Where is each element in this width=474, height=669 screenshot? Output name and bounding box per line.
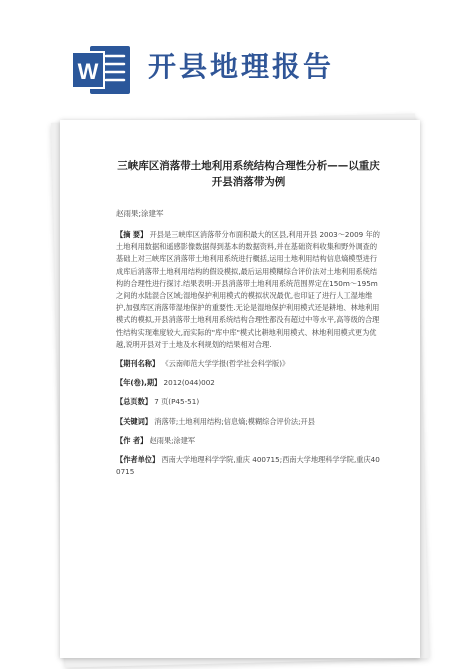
- document-title: 开县地理报告: [148, 50, 335, 83]
- pages-value: 7 页(P45-51): [154, 397, 200, 407]
- affiliation-block: [116, 454, 381, 478]
- journal-label: 【期刊名称】: [116, 359, 160, 369]
- affiliation-value: 西南大学地理科学学院,重庆 400715;西南大学地理科学学院,重庆400715: [116, 455, 380, 477]
- author-label: 【作 者】: [116, 435, 148, 445]
- pages-label: 【总页数】: [116, 397, 152, 407]
- word-icon-letter: W: [77, 59, 99, 84]
- keywords-block: [116, 416, 381, 428]
- issue-label: 【年(卷),期】: [116, 378, 162, 388]
- article-title: 三峡库区消落带土地利用系统结构合理性分析——以重庆开县消落带为例: [117, 160, 380, 188]
- header-banner: [0, 0, 474, 120]
- issue-block: [116, 377, 381, 389]
- issue-value: 2012(044)002: [163, 378, 215, 388]
- keywords-value: 消落带;土地利用结构;信息熵;模糊综合评价法;开县: [154, 416, 315, 426]
- abstract-label: 【摘 要】: [116, 230, 148, 239]
- article-authors: 赵雨果;涂建军: [116, 209, 164, 218]
- journal-value: 《云南师范大学学报(哲学社会科学版)》: [161, 359, 290, 369]
- keywords-label: 【关键词】: [116, 416, 152, 426]
- affiliation-label: 【作者单位】: [116, 455, 160, 465]
- author-value: 赵雨果;涂建军: [149, 435, 196, 445]
- word-icon: [70, 42, 132, 98]
- abstract-text: 开县是三峡库区消落带分布面积最大的区县,利用开县 2003～2009 年的土地利用数据和遥感影像数据得到基本的数据资料,并在基础资料收集和野外调查的基础上对三峡库区消落带土地利用系统进行概括,运用土地利用结构信息熵模型进行成库后消落带土地利用结构的假设模拟,最后运用模糊综合评价法对土地利用系统结构的合理性进行探讨.结果表明:开县消落带土地利用系统范围界定在150m～195m 之间的水陆混合区域;湿地保护利用模式的模拟状况最优,也印证了进行人工湿地维护,加强库区消落带湿地保护的重要性.无论是湿地保护利用模式还是耕地、林地利用模式的模拟,开县消落带土地利用系统结构合理性都没有超过中等水平,高等级的合理性结构实现难度较大,而实际的"库中库"模式比耕地利用模式、林地利用模式更为优越,说明开县对于土地及水利规划的结果相对合理.: [116, 230, 380, 349]
- article-content: [116, 158, 381, 485]
- author-block: [116, 435, 381, 447]
- journal-block: [116, 358, 381, 370]
- abstract-block: [116, 229, 381, 351]
- pages-block: [116, 396, 381, 408]
